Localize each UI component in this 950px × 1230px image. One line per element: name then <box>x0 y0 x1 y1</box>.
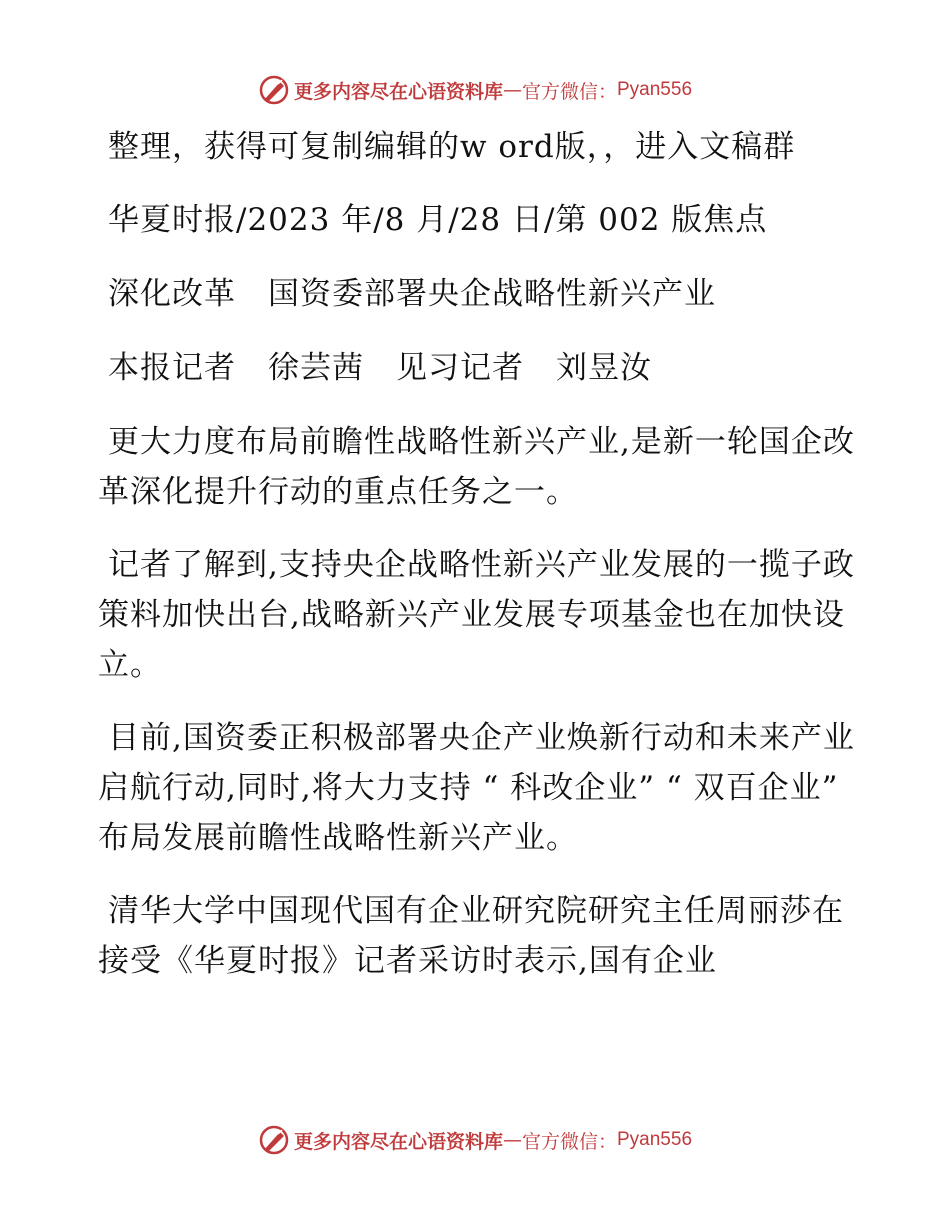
paragraph-4: 清华大学中国现代国有企业研究院研究主任周丽莎在接受《华夏时报》记者采访时表示,国有企业 <box>98 893 844 979</box>
source-line: 华夏时报/2023 年/8 月/28 日/第 002 版焦点 <box>108 202 768 238</box>
footer-watermark-banner <box>0 1120 950 1160</box>
byline: 本报记者 徐芸茜 见习记者 刘昱汝 <box>108 350 652 386</box>
pen-logo-icon <box>258 74 290 106</box>
intro-line: 整理，获得可复制编辑的w ord版，，进入文稿群 <box>108 129 796 165</box>
banner-text: 更多内容尽在心语资料库 <box>293 80 503 103</box>
banner-wechat-label: 官方微信： <box>521 80 617 103</box>
paragraph-1: 更大力度布局前瞻性战略性新兴产业,是新一轮国企改革深化提升行动的重点任务之一。 <box>98 424 855 510</box>
banner-wechat-id: Pyan556 <box>617 1129 693 1150</box>
header-watermark-banner <box>0 70 950 110</box>
paragraph-3: 目前,国资委正积极部署央企产业焕新行动和未来产业启航行动,同时,将大力支持 “ 科改企业” “ 双百企业” 布局发展前瞻性战略性新兴产业。 <box>98 720 855 856</box>
banner-wechat-id: Pyan556 <box>617 79 693 100</box>
banner-text: 更多内容尽在心语资料库 <box>293 1130 503 1153</box>
banner-dash: — <box>502 79 522 101</box>
pen-logo-icon <box>258 1124 290 1156</box>
banner-dash: — <box>502 1129 522 1151</box>
article-body <box>98 122 858 1009</box>
paragraph-2: 记者了解到,支持央企战略性新兴产业发展的一揽子政策料加快出台,战略新兴产业发展专项基金也在加快设立。 <box>98 547 855 683</box>
article-title: 深化改革 国资委部署央企战略性新兴产业 <box>108 276 716 312</box>
banner-wechat-label: 官方微信： <box>521 1130 617 1153</box>
